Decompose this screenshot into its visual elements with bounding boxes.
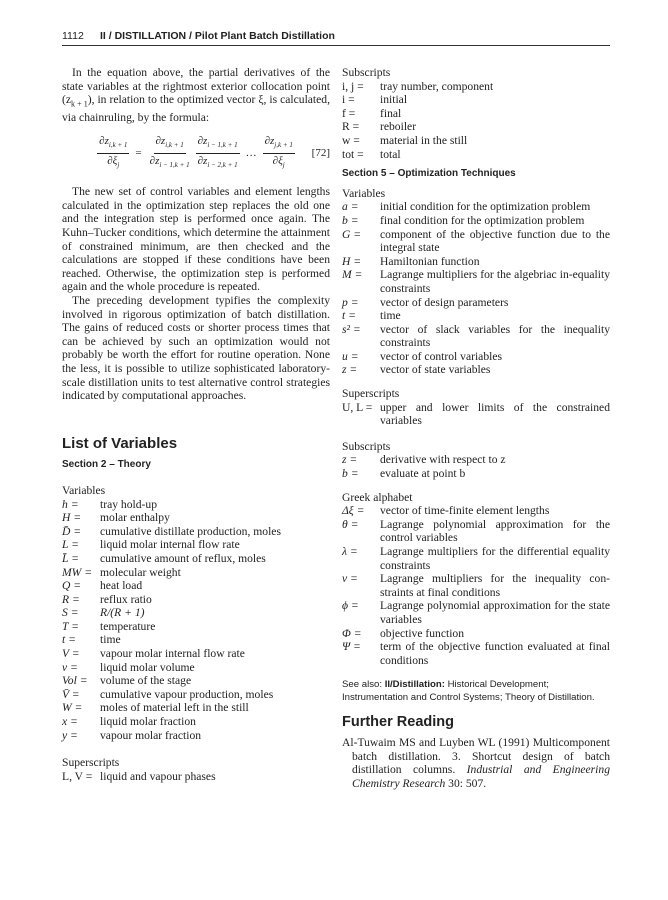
- variable-definition: time: [380, 309, 401, 323]
- greek-list: [342, 504, 610, 667]
- variable-symbol: i =: [342, 93, 355, 107]
- variable-definition: final: [380, 106, 402, 120]
- eq-lhs-fraction: $\frac{\partial z_{i,k + 1}}{\partial\xi_j}$: [99, 134, 128, 170]
- variable-symbol: θ =: [342, 517, 359, 531]
- variable-definition: Lagrange polynomial approximation for the control variables: [380, 517, 610, 545]
- paragraph-2: The new set of control variables and element lengths calculated in the optimization step replaces the old one and the integration step is performed once again. The Kuhn–Tucker conditions, which determine the attainment of constrained minimum, are then checked and the calculations are stopped if these conditions have been reached. Otherwise, the optimization step is performed again and the whole procedure is repeated.: [62, 185, 330, 294]
- variable-row: [62, 674, 330, 688]
- variable-symbol: z =: [342, 363, 358, 377]
- variable-symbol: G =: [342, 227, 362, 241]
- variable-definition: cumulative vapour production, moles: [100, 687, 274, 701]
- variable-row: [342, 545, 610, 572]
- variable-definition: vector of time-finite element lengths: [380, 504, 550, 518]
- equation-72: $\frac{\partial z_{i,k + 1}}{\partial\xi_j}$ = $\frac{\partial z_{i,k + 1}}{\partial z_{i - 1,k + 1}}$ $\frac{\partial z_{i - 1,k + 1}}{\partial z_{i - 2,k + 1}}$ … $\frac{\partial z_{j,k + 1}}{\partial\xi_j}$ [72]: [62, 135, 330, 174]
- variable-definition: term of the objective function evaluated at final conditions: [380, 640, 610, 667]
- variable-definition: time: [100, 633, 121, 647]
- variable-symbol: u =: [342, 349, 359, 363]
- variable-symbol: L =: [62, 538, 79, 552]
- variable-definition: component of the objective function due to the integral state: [380, 227, 610, 255]
- variable-definition: reflux ratio: [100, 592, 152, 606]
- variable-definition: material in the still: [380, 133, 468, 147]
- variable-definition: liquid molar internal flow rate: [100, 538, 240, 552]
- variable-row: [342, 599, 610, 626]
- variable-row: [342, 350, 610, 364]
- variable-definition: derivative with respect to z: [380, 453, 506, 467]
- page-number: 1112: [62, 30, 84, 42]
- variable-row: [62, 606, 330, 620]
- variable-symbol: Vol =: [62, 674, 88, 688]
- variable-symbol: Ψ =: [342, 640, 361, 654]
- variable-symbol: b =: [342, 467, 359, 481]
- variable-row: [342, 228, 610, 255]
- variable-symbol: T =: [62, 619, 79, 633]
- variable-symbol: M =: [342, 268, 363, 282]
- variable-row: [62, 538, 330, 552]
- variable-definition: vapour molar fraction: [100, 728, 202, 742]
- eq-fraction-2: $\frac{\partial z_{i - 1,k + 1}}{\partial z_{i - 2,k + 1}}$: [197, 134, 238, 170]
- variable-row: [62, 525, 330, 539]
- variable-row: [62, 688, 330, 702]
- variable-row: [62, 552, 330, 566]
- variable-symbol: Q =: [62, 579, 82, 593]
- variable-definition: vapour molar internal flow rate: [100, 647, 245, 661]
- variable-definition: cumulative amount of reflux, moles: [100, 551, 266, 565]
- variable-definition: molecular weight: [100, 565, 181, 579]
- variable-row: [62, 579, 330, 593]
- variable-row: [342, 309, 610, 323]
- variable-row: [62, 498, 330, 512]
- variable-definition: moles of material left in the still: [100, 701, 249, 715]
- variable-symbol: b =: [342, 213, 359, 227]
- variable-symbol: V =: [62, 647, 80, 661]
- running-head: II / DISTILLATION / Pilot Plant Batch Distillation: [100, 30, 335, 42]
- variables-heading-s5: Variables: [342, 186, 386, 200]
- variable-row: [342, 107, 610, 121]
- eq-fraction-3: $\frac{\partial z_{j,k + 1}}{\partial\xi_j}$: [264, 134, 293, 170]
- variable-definition: Lagrange multipliers for the differential equality constraints: [380, 545, 610, 572]
- variable-definition: vector of state variables: [380, 363, 491, 377]
- variable-row: [342, 268, 610, 295]
- variable-row: [342, 148, 610, 162]
- right-column: [342, 66, 610, 790]
- variable-symbol: a =: [342, 200, 359, 214]
- variable-definition: final condition for the optimization problem: [380, 213, 585, 227]
- superscripts-heading-s5: Superscripts: [342, 387, 400, 401]
- see-also: See also: II/Distillation: Historical Development; Instrumentation and Control Systems; Theory of Distillation.: [342, 679, 595, 703]
- variable-definition: Lagrange multipliers for the inequality con-straints at final conditions: [380, 572, 610, 599]
- variable-symbol: MW =: [62, 565, 93, 579]
- variable-row: [342, 214, 610, 228]
- variable-definition: volume of the stage: [100, 674, 192, 688]
- intro-paragraph: In the equation above, the partial derivatives of the state variables at the rightmost exterior collocation point $(z_{k + 1})$, in relation to the optimized vector ξ, is calculated, via chainruling, by the formula:: [62, 66, 330, 125]
- variable-row: [62, 729, 330, 743]
- variable-definition: liquid and vapour phases: [100, 769, 216, 783]
- variable-symbol: L̄ =: [62, 551, 79, 565]
- superscripts-heading: Superscripts: [62, 756, 120, 770]
- variable-symbol: v =: [62, 660, 78, 674]
- variable-row: [342, 93, 610, 107]
- section-2-title: Section 2 – Theory: [62, 459, 151, 471]
- variable-row: [342, 120, 610, 134]
- variable-definition: molar enthalpy: [100, 511, 170, 525]
- variable-symbol: H =: [62, 511, 82, 525]
- variable-definition: liquid molar volume: [100, 660, 195, 674]
- variable-symbol: tot =: [342, 147, 364, 161]
- variable-row: [62, 647, 330, 661]
- variable-symbol: z =: [342, 453, 358, 467]
- greek-heading: Greek alphabet: [342, 490, 413, 504]
- variable-row: [342, 134, 610, 148]
- variable-symbol: t =: [62, 633, 76, 647]
- list-of-variables-title: List of Variables: [62, 434, 178, 452]
- left-column: [62, 66, 330, 783]
- variable-row: [62, 770, 330, 784]
- paragraph-3: The preceding development typifies the complexity involved in rigorous optimization of batch distillation. The gains of reduced costs or shorter process times that can be achieved by such an optimization would not probably be worth the effort for routine operation. None the less, it is possible to utilize sophisticated laboratory-scale distillation units to test alternative control strategies indicated by computational approaches.: [62, 294, 330, 403]
- see-also-link[interactable]: II/Distillation:: [384, 679, 445, 691]
- variable-definition: Lagrange polynomial approximation for the state variables: [380, 599, 610, 626]
- further-reading-title: Further Reading: [342, 714, 454, 731]
- variable-row: [342, 323, 610, 350]
- variable-definition: tray hold-up: [100, 497, 157, 511]
- variable-row: [62, 511, 330, 525]
- variable-symbol: Δξ =: [342, 504, 365, 518]
- variable-definition: vector of design parameters: [380, 295, 509, 309]
- variable-symbol: V̄ =: [62, 687, 80, 701]
- variable-symbol: w =: [342, 133, 360, 147]
- variable-symbol: L, V =: [62, 769, 93, 783]
- variable-definition: temperature: [100, 619, 156, 633]
- variable-definition: liquid molar fraction: [100, 715, 196, 729]
- variable-symbol: R =: [342, 120, 360, 134]
- right-subscripts2-list: [342, 453, 610, 480]
- variable-definition: upper and lower limits of the constrained variables: [380, 400, 610, 428]
- eq-fraction-1: $\frac{\partial z_{i,k + 1}}{\partial z_{i - 1,k + 1}}$: [149, 134, 190, 170]
- variable-symbol: ν =: [342, 572, 358, 586]
- left-superscripts-list: [62, 770, 330, 784]
- subscripts-heading: Subscripts: [342, 66, 391, 79]
- variable-definition: tray number, component: [380, 79, 494, 93]
- variable-row: [62, 566, 330, 580]
- right-variables-list: [342, 200, 610, 377]
- subscripts-heading-s5: Subscripts: [342, 439, 391, 453]
- variable-definition: vector of control variables: [380, 349, 503, 363]
- variable-symbol: U, L =: [342, 400, 373, 414]
- variable-definition: vector of slack variables for the inequality constraints: [380, 322, 610, 350]
- variable-row: [342, 627, 610, 641]
- variables-heading: Variables: [62, 483, 106, 497]
- variable-row: [62, 593, 330, 607]
- variable-row: [342, 200, 610, 214]
- variable-row: [62, 701, 330, 715]
- variable-symbol: s² =: [342, 322, 361, 336]
- variable-row: [342, 363, 610, 377]
- variable-symbol: S =: [62, 606, 79, 620]
- section-5-title: Section 5 – Optimization Techniques: [342, 168, 516, 180]
- variable-row: [62, 715, 330, 729]
- variable-symbol: y =: [62, 728, 78, 742]
- variable-definition: initial condition for the optimization problem: [380, 200, 591, 214]
- variable-definition: reboiler: [380, 120, 417, 134]
- variable-symbol: H =: [342, 254, 362, 268]
- variable-row: [342, 504, 610, 518]
- variable-definition: initial: [380, 93, 408, 107]
- variable-symbol: Φ =: [342, 626, 362, 640]
- variable-definition: Lagrange multipliers for the algebriac in-equality constraints: [380, 268, 610, 295]
- left-variables-list: [62, 498, 330, 743]
- variable-symbol: W =: [62, 701, 83, 715]
- variable-symbol: p =: [342, 295, 359, 309]
- variable-row: [62, 633, 330, 647]
- variable-row: [62, 620, 330, 634]
- variable-row: [342, 572, 610, 599]
- variable-row: [342, 640, 610, 667]
- variable-row: [342, 467, 610, 481]
- variable-definition: evaluate at point b: [380, 467, 466, 481]
- variable-row: [342, 255, 610, 269]
- variable-definition: objective function: [380, 626, 465, 640]
- equation-number: [72]: [311, 147, 330, 160]
- variable-symbol: x =: [62, 715, 78, 729]
- variable-definition: cumulative distillate production, moles: [100, 524, 281, 538]
- variable-definition: total: [380, 147, 401, 161]
- variable-row: [342, 518, 610, 545]
- variable-row: [342, 401, 610, 428]
- reference-item: Al-Tuwaim MS and Luyben WL (1991) Multicomponent batch distillation. 3. Shortcut design of batch distillation columns. Industrial and Engineering Chemistry Research 30: 507.: [342, 735, 610, 790]
- variable-symbol: f =: [342, 106, 356, 120]
- variable-row: [62, 661, 330, 675]
- variable-row: [342, 80, 610, 94]
- variable-symbol: λ =: [342, 545, 358, 558]
- variable-definition: Hamiltonian function: [380, 254, 480, 268]
- variable-symbol: h =: [62, 497, 79, 511]
- page-header: [62, 27, 610, 46]
- variable-row: [342, 296, 610, 310]
- variable-row: [342, 453, 610, 467]
- right-subscripts-list: [342, 80, 610, 162]
- right-superscripts-list: [342, 401, 610, 428]
- variable-symbol: ϕ =: [342, 599, 359, 613]
- variable-symbol: t =: [342, 309, 356, 323]
- variable-symbol: R =: [62, 592, 80, 606]
- variable-symbol: D̄ =: [62, 524, 82, 538]
- variable-symbol: i, j =: [342, 79, 364, 93]
- variable-definition: heat load: [100, 579, 143, 593]
- variable-definition: R/(R + 1): [100, 606, 145, 620]
